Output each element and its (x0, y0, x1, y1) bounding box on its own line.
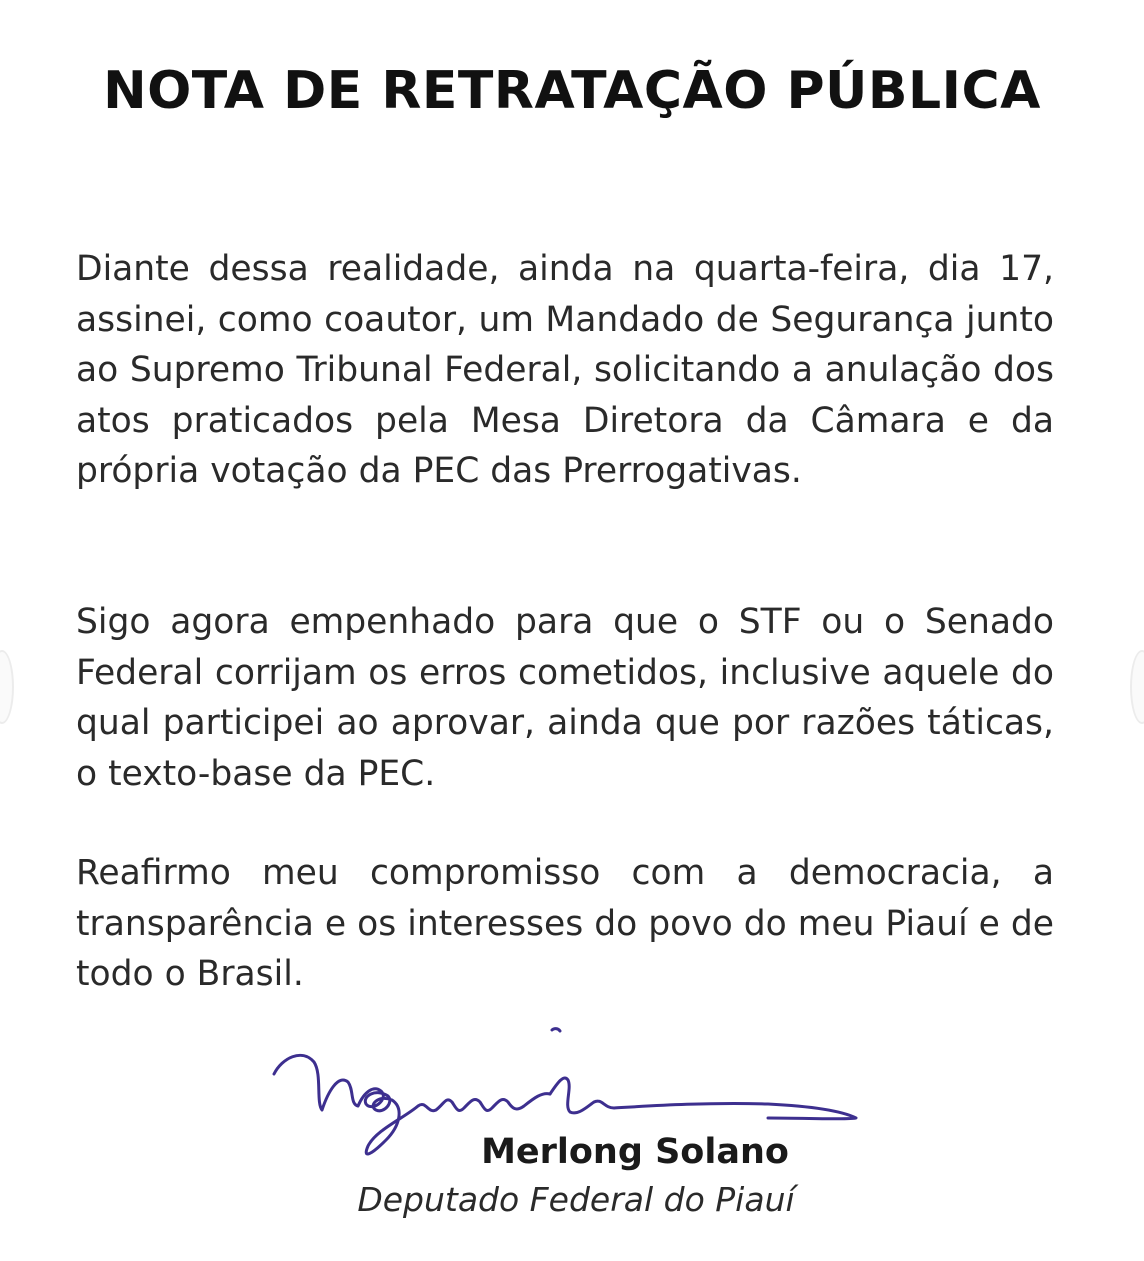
previous-slide-button[interactable] (0, 650, 14, 724)
signer-name: Merlong Solano (481, 1132, 789, 1172)
document-title: NOTA DE RETRATAÇÃO PÚBLICA (103, 60, 1041, 121)
paragraph-3: Reafirmo meu compromisso com a democracia, a transparência e os interesses do povo do meu Piauí e de todo o Brasil. (76, 853, 1054, 994)
paragraph-1: Diante dessa realidade, ainda na quarta-feira, dia 17, assinei, como coautor, um Mandado de Segurança junto ao Supremo Tribunal Federal, solicitando a anulação dos atos praticados pela Mesa Diretora da Câmara e da própria votação da PEC das Prerrogativas. (76, 249, 1054, 491)
paragraph-2: Sigo agora empenhado para que o STF ou o Senado Federal corrijam os erros cometidos, inclusive aquele do qual participei ao aprovar, ainda que por razões táticas, o texto-base da PEC. (76, 602, 1054, 794)
signer-role: Deputado Federal do Piauí (357, 1180, 795, 1219)
next-slide-button[interactable] (1130, 650, 1144, 724)
